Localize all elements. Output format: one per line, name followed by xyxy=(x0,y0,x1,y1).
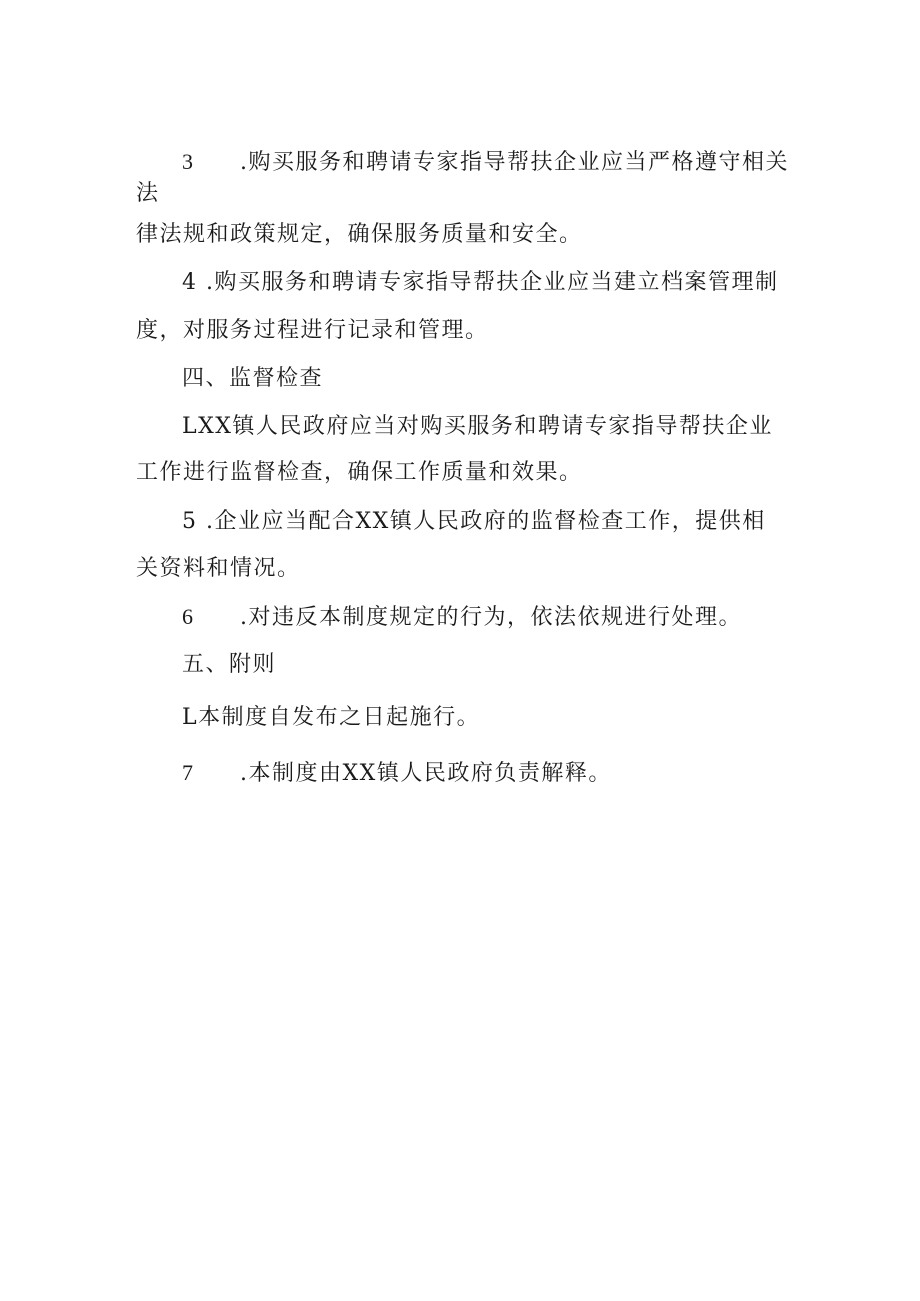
item-3-text: .购买服务和聘请专家指导帮扶企业应当严格遵守相关 xyxy=(240,150,789,175)
item-4-continuation: 度，对服务过程进行记录和管理。 xyxy=(136,318,489,343)
item-4-line: 4 .购买服务和聘请专家指导帮扶企业应当建立档案管理制 xyxy=(182,270,779,295)
item-3-line xyxy=(182,148,789,177)
item-7-text: .本制度由XX镇人民政府负责解释。 xyxy=(240,761,612,786)
item-3-continuation: 律法规和政策规定，确保服务质量和安全。 xyxy=(136,222,583,247)
item-6-text: .对违反本制度规定的行为，依法依规进行处理。 xyxy=(240,605,742,630)
section-4-item-1: LXX镇人民政府应当对购买服务和聘请专家指导帮扶企业 xyxy=(182,414,773,439)
item-6-line xyxy=(182,603,742,632)
item-3-number: 3 xyxy=(182,149,195,174)
item-7-line xyxy=(182,759,612,788)
section-5-heading: 五、附则 xyxy=(182,652,277,677)
section-4-item-1-continuation: 工作进行监督检查，确保工作质量和效果。 xyxy=(136,460,583,485)
item-5-continuation: 关资料和情况。 xyxy=(136,556,301,581)
item-7-number: 7 xyxy=(182,760,195,785)
item-5-line: 5 .企业应当配合XX镇人民政府的监督检查工作，提供相 xyxy=(182,509,766,534)
section-5-item-1: L本制度自发布之日起施行。 xyxy=(182,705,481,730)
section-4-heading: 四、监督检查 xyxy=(182,366,324,391)
item-3-wrap: 法 xyxy=(136,181,160,206)
item-6-number: 6 xyxy=(182,604,195,629)
